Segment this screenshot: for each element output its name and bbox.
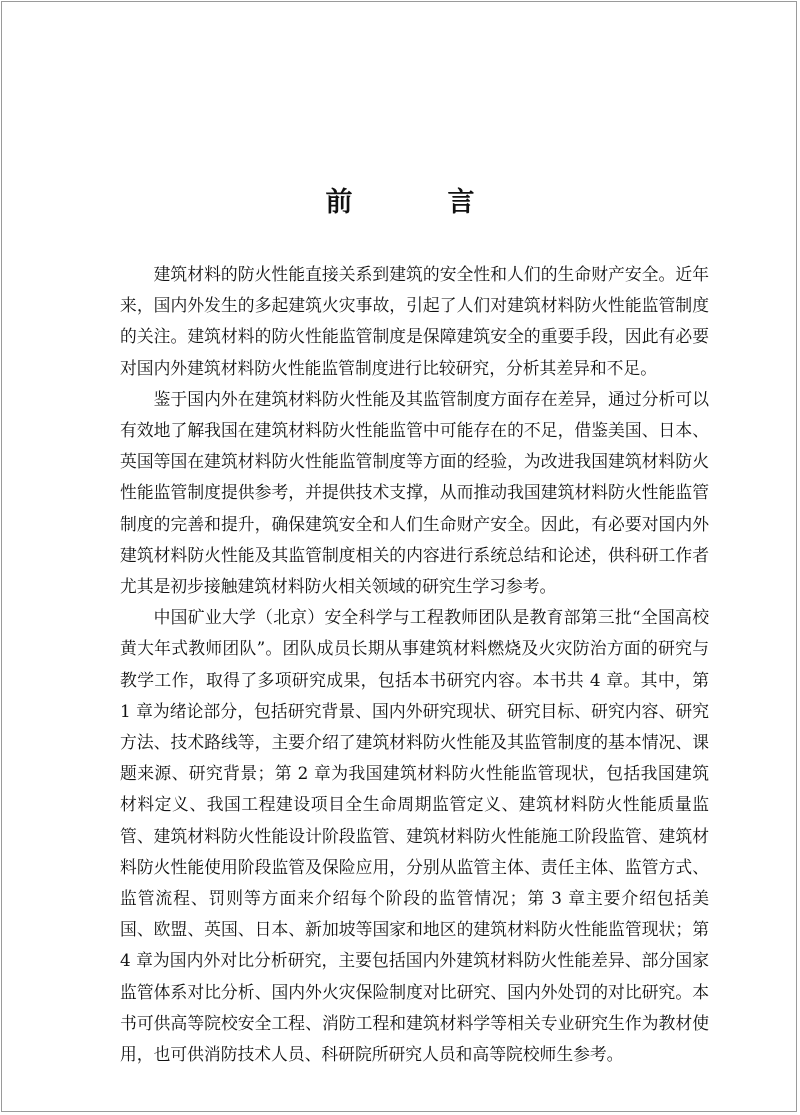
paragraph-3: 中国矿业大学（北京）安全科学与工程教师团队是教育部第三批“全国高校黄大年式教师团队”。团队成员长期从事建筑材料燃烧及火灾防治方面的研究与教学工作，取得了多项研究成果，包括本书研究内容。本书共 4 章。其中，第 1 章为绪论部分，包括研究背景、国内外研究现状、研究目标、研究内容、研究方法、技术路线等，主要介绍了建筑材料防火性能及其监管制度的基本情况、课题来源、研究背景；第 2 章为我国建筑材料防火性能监管现状，包括我国建筑材料定义、我国工程建设项目全生命周期监管定义、建筑材料防火性能质量监管、建筑材料防火性能设计阶段监管、建筑材料防火性能施工阶段监管、建筑材料防火性能使用阶段监管及保险应用，分别从监管主体、责任主体、监管方式、监管流程、罚则等方面来介绍每个阶段的监管情况；第 3 章主要介绍包括美国、欧盟、英国、日本、新加坡等国家和地区的建筑材料防火性能监管现状；第 4 章为国内外对比分析研究，主要包括国内外建筑材料防火性能差异、部分国家监管体系对比分析、国内外火灾保险制度对比研究、国内外处罚的对比研究。本书可供高等院校安全工程、消防工程和建筑材料学等相关专业研究生作为教材使用，也可供消防技术人员、科研院所研究人员和高等院校师生参考。 xyxy=(120,607,709,1065)
paragraph-2: 鉴于国内外在建筑材料防火性能及其监管制度方面存在差异，通过分析可以有效地了解我国在建筑材料防火性能监管中可能存在的不足，借鉴美国、日本、英国等国在建筑材料防火性能监管制度等方面的经验，为改进我国建筑材料防火性能监管制度提供参考，并提供技术支撑，从而推动我国建筑材料防火性能监管制度的完善和提升，确保建筑安全和人们生命财产安全。因此，有必要对国内外建筑材料防火性能及其监管制度相关的内容进行系统总结和论述，供科研工作者尤其是初步接触建筑材料防火相关领域的研究生学习参考。 xyxy=(120,388,709,597)
paragraph-1: 建筑材料的防火性能直接关系到建筑的安全性和人们的生命财产安全。近年来，国内外发生的多起建筑火灾事故，引起了人们对建筑材料防火性能监管制度的关注。建筑材料的防火性能监管制度是保障建筑安全的重要手段，因此有必要对国内外建筑材料防火性能监管制度进行比较研究，分析其差异和不足。 xyxy=(120,264,709,378)
page-title: 前 言 xyxy=(325,187,509,218)
preface-body xyxy=(120,259,709,1070)
